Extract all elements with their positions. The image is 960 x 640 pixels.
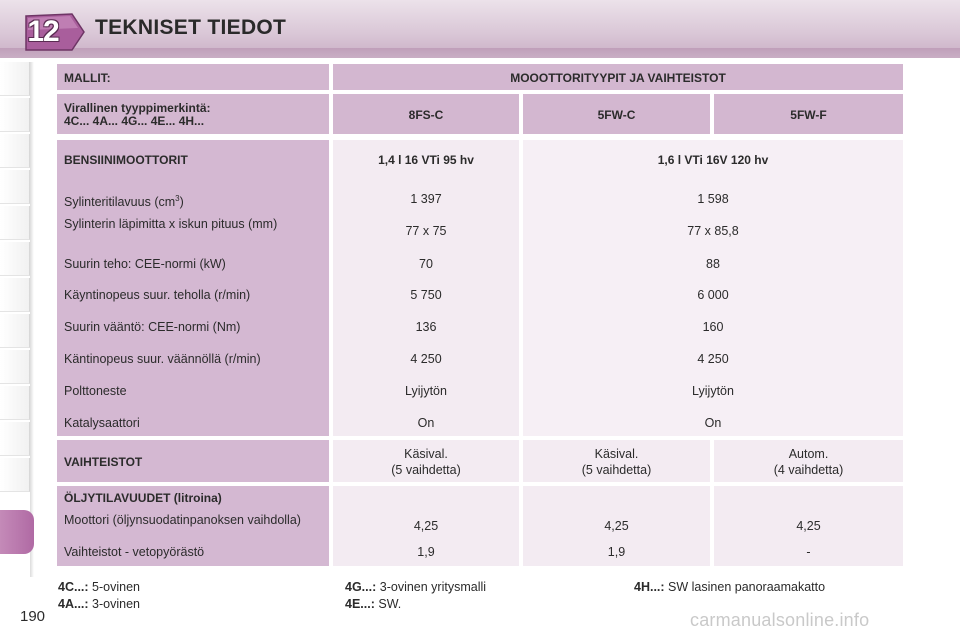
- side-tab-9[interactable]: [0, 350, 30, 384]
- spec-value: On: [704, 416, 722, 430]
- side-tab-2[interactable]: [0, 98, 30, 132]
- gearbox-label: VAIHTEISTOT: [64, 455, 143, 469]
- spec-value: 4 250: [410, 352, 442, 366]
- spec-value: 160: [702, 320, 724, 334]
- engine-types-header: MOOOTTORITYYPIT JA VAIHTEISTOT: [510, 71, 726, 85]
- header-shadow: [0, 48, 960, 58]
- footnote-4g: [345, 579, 486, 595]
- gearbox-3-line2: (4 vaihdetta): [773, 463, 844, 477]
- oil-gearbox-value-3: -: [806, 545, 811, 559]
- footnote-4a: [58, 596, 140, 612]
- watermark: carmanualsonline.info: [690, 610, 870, 630]
- oil-gearbox-label: Vaihteistot - vetopyörästö: [64, 545, 205, 559]
- gearbox-1-line1: Käsival.: [404, 447, 448, 461]
- gearbox-2-line1: Käsival.: [594, 447, 639, 461]
- side-tab-7[interactable]: [0, 278, 30, 312]
- models-label: MALLIT:: [64, 71, 111, 85]
- footnote-key: 4A...:: [58, 597, 89, 611]
- spec-value: 77 x 75: [405, 224, 447, 238]
- spec-value: 4 250: [697, 352, 729, 366]
- footnote-text: SW.: [378, 597, 402, 611]
- spec-label: Katalysaattori: [64, 416, 140, 430]
- oil-engine-value-2: 4,25: [604, 519, 629, 533]
- page-number: 190: [20, 608, 46, 625]
- spec-value: Lyijytön: [692, 384, 734, 398]
- side-tab-5[interactable]: [0, 206, 30, 240]
- side-tab-10[interactable]: [0, 386, 30, 420]
- spec-label: Käyntinopeus suur. teholla (r/min): [64, 288, 251, 302]
- oil-label: ÖLJYTILAVUUDET (litroina): [64, 491, 222, 505]
- footnote-key: 4G...:: [345, 580, 377, 594]
- gearbox-1-line2: (5 vaihdetta): [391, 463, 461, 477]
- side-tab-4[interactable]: [0, 170, 30, 204]
- spec-label: Käntinopeus suur. väännöllä (r/min): [64, 352, 261, 366]
- side-tab-active[interactable]: [0, 510, 34, 554]
- side-tab-1[interactable]: [0, 62, 30, 96]
- spec-value: 1 397: [410, 192, 442, 206]
- type-code-3: 5FW-F: [790, 108, 827, 122]
- spec-value: On: [417, 416, 435, 430]
- side-tab-3[interactable]: [0, 134, 30, 168]
- spec-value: 5 750: [410, 288, 442, 302]
- oil-engine-label: Moottori (öljynsuodatinpanoksen vaihdolla): [64, 513, 301, 527]
- petrol-engines-label: BENSIINIMOOTTORIT: [64, 153, 188, 167]
- spec-value: 88: [706, 257, 720, 271]
- spec-value: 70: [419, 257, 433, 271]
- oil-engine-value-1: 4,25: [413, 519, 439, 533]
- type-code-1: 8FS-C: [408, 108, 444, 122]
- oil-gearbox-value-1: 1,9: [417, 545, 435, 559]
- type-designation-line2: 4C... 4A... 4G... 4E... 4H...: [64, 114, 205, 128]
- chapter-number: 12: [27, 15, 59, 48]
- footnote-text: 5-ovinen: [92, 580, 140, 594]
- engine-1-name: 1,4 l 16 VTi 95 hv: [378, 153, 474, 167]
- spec-value: 77 x 85,8: [687, 224, 739, 238]
- spec-label: Suurin teho: CEE-normi (kW): [64, 257, 226, 271]
- side-tab-8[interactable]: [0, 314, 30, 348]
- side-tabs: [0, 62, 34, 582]
- gearbox-2-line2: (5 vaihdetta): [581, 463, 652, 477]
- spec-value: 136: [415, 320, 437, 334]
- type-designation-line1: Virallinen tyyppimerkintä:: [64, 101, 211, 115]
- footnote-text: SW lasinen panoraamakatto: [668, 580, 826, 594]
- footnote-key: 4H...:: [634, 580, 665, 594]
- gearbox-3-line1: Autom.: [788, 447, 829, 461]
- oil-engine-value-3: 4,25: [796, 519, 821, 533]
- side-tab-12[interactable]: [0, 458, 30, 492]
- footnote-text: 3-ovinen yritysmalli: [379, 580, 487, 594]
- footnote-4e: [345, 596, 401, 612]
- footnote-key: 4C...:: [58, 580, 89, 594]
- spec-value: 1 598: [697, 192, 729, 206]
- spec-label: Sylinterin läpimitta x iskun pituus (mm): [64, 217, 278, 231]
- spec-label: Sylinteritilavuus $(cm^3)$: [64, 194, 184, 210]
- footnote-key: 4E...:: [345, 597, 375, 611]
- side-tab-6[interactable]: [0, 242, 30, 276]
- spec-label: Polttoneste: [64, 384, 127, 398]
- footnote-4c: [58, 579, 140, 595]
- spec-label: Suurin vääntö: CEE-normi (Nm): [64, 320, 241, 334]
- side-tab-11[interactable]: [0, 422, 30, 456]
- oil-gearbox-value-2: 1,9: [607, 545, 626, 559]
- footnote-text: 3-ovinen: [92, 597, 140, 611]
- engine-2-name: 1,6 l VTi 16V 120 hv: [657, 153, 769, 167]
- type-code-2: 5FW-C: [597, 108, 636, 122]
- footnote-4h: [634, 579, 825, 595]
- spec-value: 6 000: [697, 288, 729, 302]
- page-title: TEKNISET TIEDOT: [95, 16, 287, 39]
- spec-value: Lyijytön: [405, 384, 447, 398]
